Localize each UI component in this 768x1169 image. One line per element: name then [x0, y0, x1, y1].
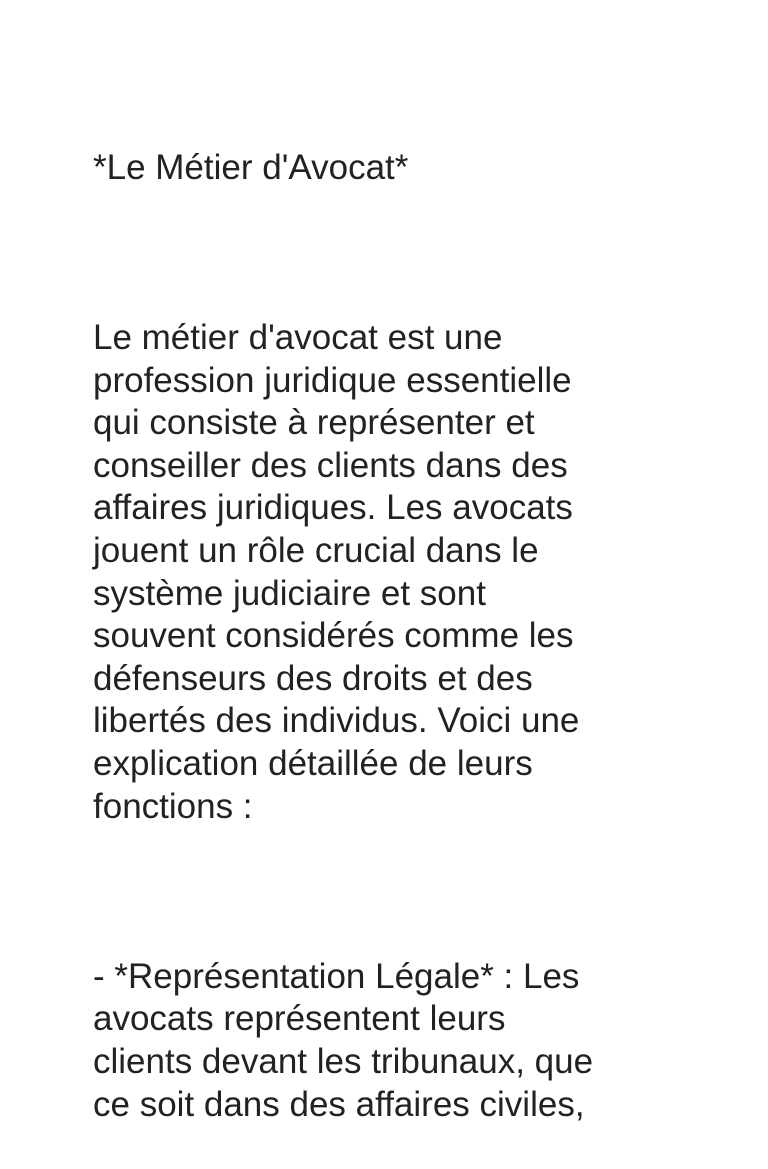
document-body	[93, 104, 713, 1169]
document-title: *Le Métier d'Avocat*	[93, 147, 409, 187]
paragraph-representation: - *Représentation Légale* : Les avocats représentent leurs clients devant les tribunaux, que ce soit dans des affaires civiles,	[93, 956, 594, 1124]
paragraph-spacer	[93, 232, 713, 275]
paragraph-intro: Le métier d'avocat est une profession juridique essentielle qui consiste à représenter et conseiller des clients dans des affaires juridiques. Les avocats jouent un rôle crucial dans le système judiciaire et sont souvent considérés comme les défenseurs des droits et des libertés des individus. Voici une explication détaillée de leurs fonctions :	[93, 317, 580, 826]
paragraph-spacer	[93, 871, 713, 914]
